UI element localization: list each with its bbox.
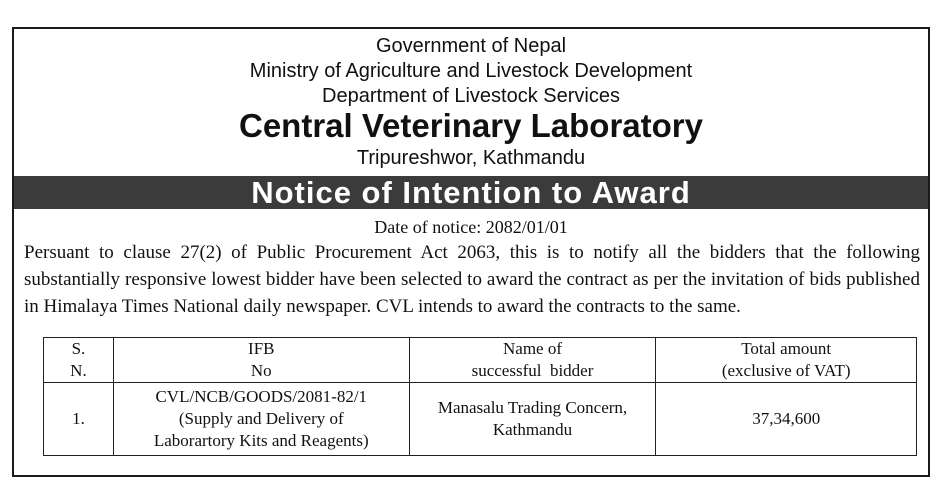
header-amount-line1: Total amount [741, 339, 832, 358]
award-table [43, 337, 917, 456]
header-sn-line2: N. [70, 361, 87, 380]
office-address: Tripureshwor, Kathmandu [356, 147, 586, 169]
header-bidder [409, 338, 656, 383]
table-header-row [44, 338, 917, 383]
cell-ifb-line2: (Supply and Delivery of [178, 409, 344, 428]
cell-ifb-line3: Laborartory Kits and Reagents) [153, 431, 369, 450]
header-ifb [113, 338, 409, 383]
notice-body: Persuant to clause 27(2) of Public Procurement Act 2063, this is to notify all the bidders that the following substantially responsive lowest bidder have been selected to award the contract as per the invitation of bids published in Himalaya Times National daily newspaper. CVL intends to award the contracts to the same. [24, 242, 920, 317]
government-heading: Government of Nepal [375, 35, 567, 57]
header-amount [656, 338, 917, 383]
header-ifb-line1: IFB [248, 339, 275, 358]
notice-date: Date of notice: 2082/01/01 [374, 217, 568, 237]
ministry-heading: Ministry of Agriculture and Livestock Development [249, 60, 693, 82]
header-ifb-line2: No [250, 361, 272, 380]
cell-bidder [409, 383, 656, 456]
notice-frame [12, 27, 930, 477]
header-bidder-line1: Name of [503, 339, 563, 358]
header-bidder-line2: successful bidder [471, 361, 594, 380]
notice-title-banner: Notice of Intention to Award [14, 176, 928, 209]
cell-ifb [113, 383, 409, 456]
cell-bidder-line2: Kathmandu [492, 420, 573, 439]
cell-bidder-line1: Manasalu Trading Concern, [437, 398, 628, 417]
cell-sn: 1. [44, 383, 114, 456]
table-row [44, 383, 917, 456]
cell-ifb-line1: CVL/NCB/GOODS/2081-82/1 [155, 387, 368, 406]
department-heading: Department of Livestock Services [322, 85, 620, 107]
cell-amount: 37,34,600 [656, 383, 917, 456]
header-amount-line2: (exclusive of VAT) [721, 361, 851, 380]
header-sn-line1: S. [71, 339, 86, 358]
office-title: Central Veterinary Laboratory [239, 107, 703, 144]
header-sn [44, 338, 114, 383]
